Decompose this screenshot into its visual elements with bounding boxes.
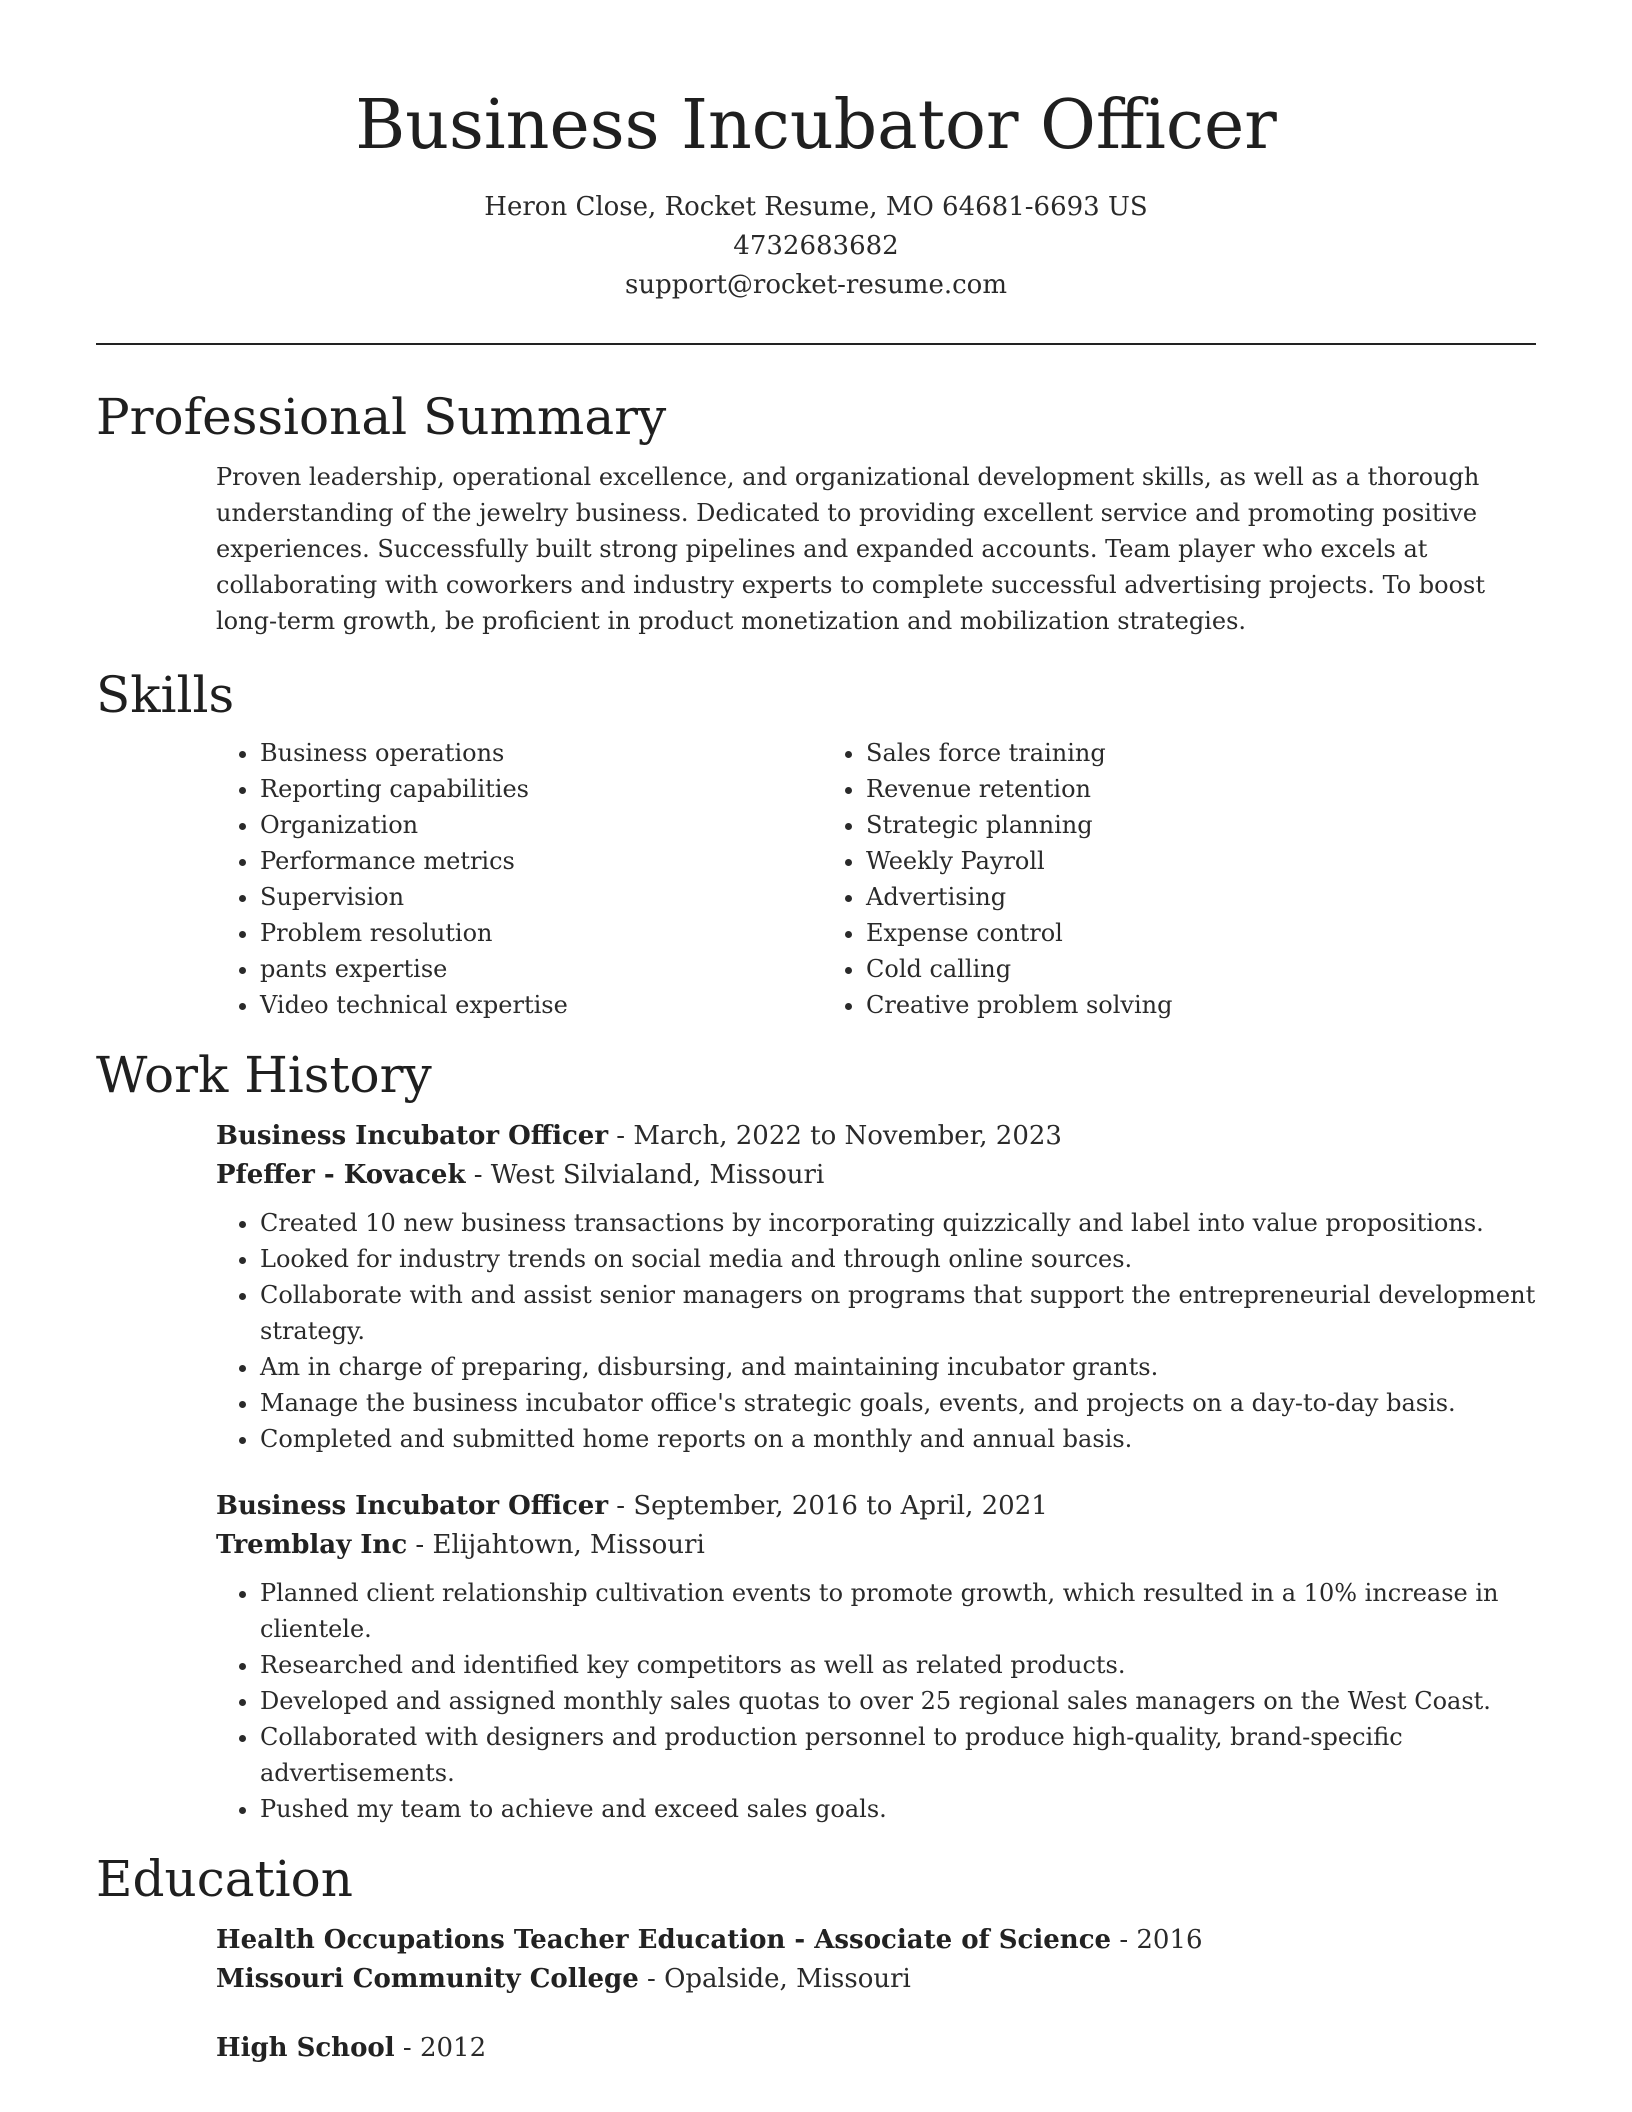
job-bullet: • Manage the business incubator office's strategic goals, events, and projects on a day-to-day basis.: [260, 1385, 1536, 1421]
skill-item: • Cold calling: [866, 951, 1522, 987]
job-bullet: • Completed and submitted home reports on a monthly and annual basis.: [260, 1421, 1536, 1457]
skill-item: • Business operations: [260, 735, 822, 771]
skills-column-left: [216, 735, 822, 1023]
skill-item: • Performance metrics: [260, 843, 822, 879]
job-bullet: • Developed and assigned monthly sales quotas to over 25 regional sales managers on the West Coast.: [260, 1683, 1536, 1719]
skills-heading: Skills: [96, 666, 235, 724]
job-bullet: • Collaborate with and assist senior managers on programs that support the entrepreneurial development strategy.: [260, 1277, 1536, 1349]
education-school-line: [216, 1960, 1536, 1999]
skill-item: • Organization: [260, 807, 822, 843]
job-company: Tremblay Inc: [216, 1530, 408, 1560]
work-history-heading: Work History: [96, 1046, 432, 1104]
contact-address: Heron Close, Rocket Resume, MO 64681-6693 US: [484, 192, 1148, 222]
job-dates: - March, 2022 to November, 2023: [608, 1121, 1062, 1151]
education-year: - 2016: [1111, 1925, 1203, 1955]
skills-list: [216, 735, 1536, 1023]
skill-item: • Expense control: [866, 915, 1522, 951]
skill-item: • Sales force training: [866, 735, 1522, 771]
education-heading: Education: [96, 1850, 353, 1908]
resume-page: [96, 0, 1536, 2068]
skill-item: • pants expertise: [260, 951, 822, 987]
education-school: Missouri Community College: [216, 1964, 639, 1994]
job-company-line: [216, 1156, 1536, 1195]
job-location: - Elijahtown, Missouri: [407, 1530, 705, 1560]
job-bullet: • Am in charge of preparing, disbursing, and maintaining incubator grants.: [260, 1349, 1536, 1385]
summary-heading: Professional Summary: [96, 388, 667, 446]
education-year: - 2012: [394, 2033, 487, 2063]
contact-info: [96, 188, 1536, 305]
job-entry: [216, 1117, 1536, 1457]
job-bullets: [216, 1575, 1536, 1827]
education-degree: High School: [216, 2033, 395, 2063]
skill-item: • Problem resolution: [260, 915, 822, 951]
skill-item: • Creative problem solving: [866, 987, 1522, 1023]
skill-item: • Supervision: [260, 879, 822, 915]
job-bullet: • Looked for industry trends on social media and through online sources.: [260, 1241, 1536, 1277]
resume-header: [96, 0, 1536, 345]
job-title: Business Incubator Officer: [216, 1121, 609, 1151]
candidate-name: Business Incubator Officer: [355, 86, 1277, 165]
job-company-line: [216, 1526, 1536, 1565]
education-location: - Opalside, Missouri: [638, 1964, 911, 1994]
job-title-line: [216, 1117, 1536, 1156]
job-bullet: • Researched and identified key competitors as well as related products.: [260, 1647, 1536, 1683]
job-bullet: • Collaborated with designers and production personnel to produce high-quality, brand-specific advertisements.: [260, 1719, 1536, 1791]
summary-text: Proven leadership, operational excellence, and organizational development skills, as well as a thorough understanding of the jewelry business. Dedicated to providing excellent service and promoting positive experiences. Successfully built strong pipelines and expanded accounts. Team player who excels at collaborating with coworkers and industry experts to complete successful advertising projects. To boost long-term growth, be proficient in product monetization and mobilization strategies.: [216, 463, 1486, 635]
contact-phone: 4732683682: [733, 231, 899, 261]
job-title-line: [216, 1487, 1536, 1526]
skills-column-right: [822, 735, 1522, 1023]
education-entry: [216, 2029, 1536, 2068]
skill-item: • Reporting capabilities: [260, 771, 822, 807]
skill-item: • Video technical expertise: [260, 987, 822, 1023]
job-dates: - September, 2016 to April, 2021: [608, 1491, 1048, 1521]
education-entry: [216, 1921, 1536, 1999]
contact-email: support@rocket-resume.com: [624, 270, 1007, 300]
job-bullet: • Planned client relationship cultivation events to promote growth, which resulted in a 10% increase in clientele.: [260, 1575, 1536, 1647]
education-degree-line: [216, 2029, 1536, 2068]
education-degree: Health Occupations Teacher Education - Associate of Science: [216, 1925, 1112, 1955]
job-title: Business Incubator Officer: [216, 1491, 609, 1521]
job-location: - West Silvialand, Missouri: [465, 1160, 825, 1190]
job-company: Pfeffer - Kovacek: [216, 1160, 466, 1190]
job-bullet: • Created 10 new business transactions by incorporating quizzically and label into value propositions.: [260, 1205, 1536, 1241]
skill-item: • Advertising: [866, 879, 1522, 915]
job-bullet: • Pushed my team to achieve and exceed sales goals.: [260, 1791, 1536, 1827]
job-bullets: [216, 1205, 1536, 1457]
job-entry: [216, 1487, 1536, 1827]
header-divider: [96, 343, 1536, 345]
skill-item: • Strategic planning: [866, 807, 1522, 843]
education-degree-line: [216, 1921, 1536, 1960]
skill-item: • Revenue retention: [866, 771, 1522, 807]
skill-item: • Weekly Payroll: [866, 843, 1522, 879]
